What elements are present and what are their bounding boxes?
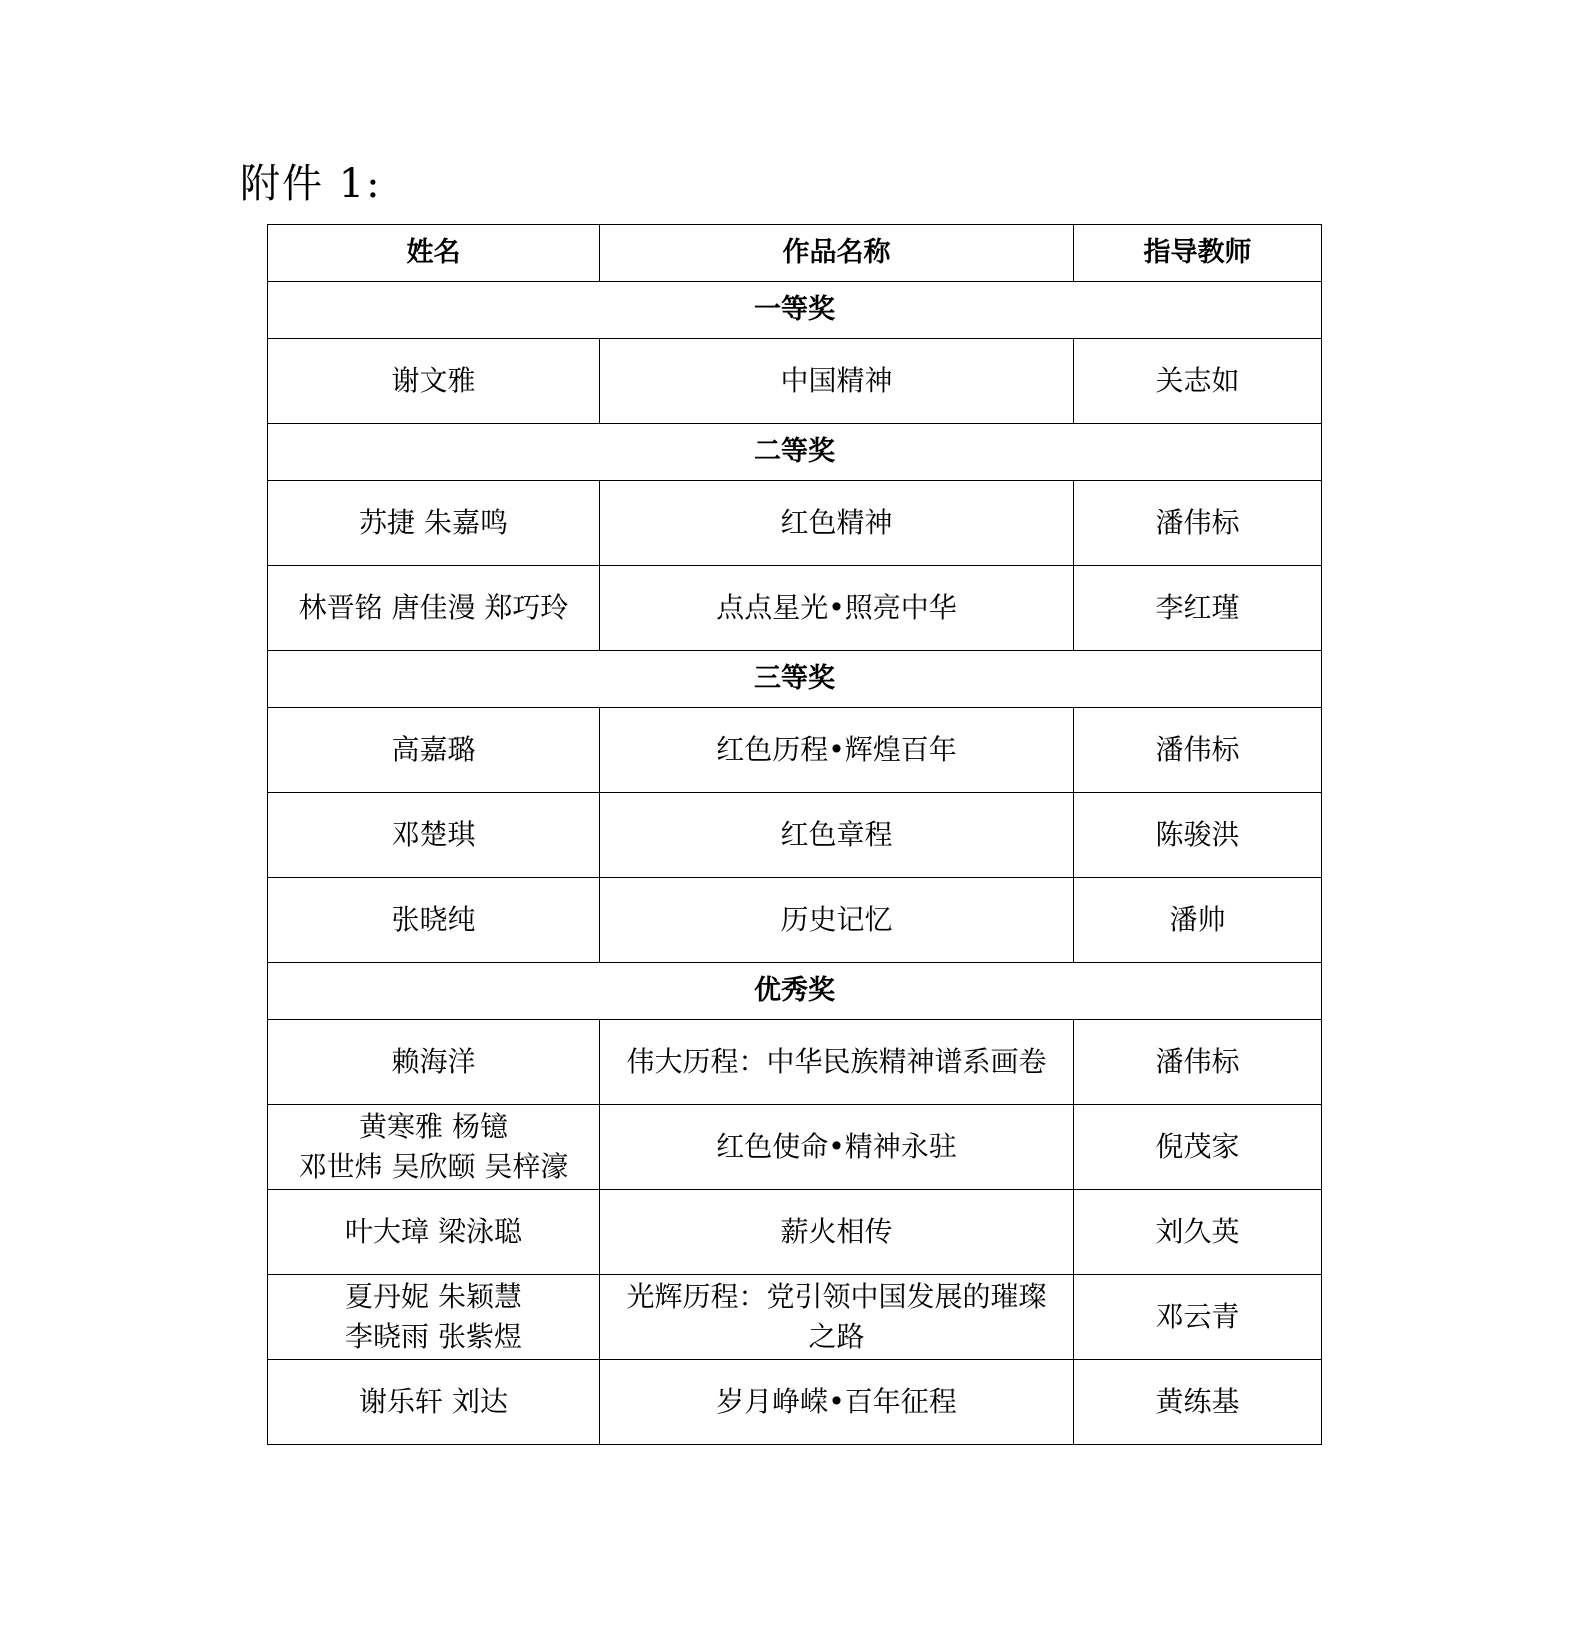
table-row [268, 566, 1322, 651]
cell-names: 邓楚琪 [268, 793, 600, 878]
cell-work: 红色章程 [600, 793, 1074, 878]
cell-work: 中国精神 [600, 339, 1074, 424]
section-title: 优秀奖 [268, 963, 1322, 1020]
section-row-third-prize [268, 651, 1322, 708]
cell-teacher: 潘伟标 [1074, 708, 1322, 793]
cell-names: 张晓纯 [268, 878, 600, 963]
header-work: 作品名称 [600, 225, 1074, 282]
cell-names: 叶大璋 梁泳聪 [268, 1190, 600, 1275]
cell-names: 苏捷 朱嘉鸣 [268, 481, 600, 566]
section-title: 三等奖 [268, 651, 1322, 708]
header-name: 姓名 [268, 225, 600, 282]
table-row [268, 1020, 1322, 1105]
cell-teacher: 倪茂家 [1074, 1105, 1322, 1190]
table-row [268, 878, 1322, 963]
section-row-excellence-prize [268, 963, 1322, 1020]
cell-work: 点点星光•照亮中华 [600, 566, 1074, 651]
cell-teacher: 潘帅 [1074, 878, 1322, 963]
table-row [268, 1360, 1322, 1445]
cell-work: 红色使命•精神永驻 [600, 1105, 1074, 1190]
cell-teacher: 陈骏洪 [1074, 793, 1322, 878]
section-title: 一等奖 [268, 282, 1322, 339]
cell-names: 赖海洋 [268, 1020, 600, 1105]
section-row-first-prize [268, 282, 1322, 339]
section-title: 二等奖 [268, 424, 1322, 481]
table-row [268, 1190, 1322, 1275]
cell-teacher: 刘久英 [1074, 1190, 1322, 1275]
table-row [268, 339, 1322, 424]
cell-names: 高嘉璐 [268, 708, 600, 793]
cell-teacher: 关志如 [1074, 339, 1322, 424]
awards-table [267, 224, 1322, 1445]
section-row-second-prize [268, 424, 1322, 481]
cell-work: 薪火相传 [600, 1190, 1074, 1275]
cell-names: 黄寒雅 杨镱 邓世炜 吴欣颐 吴梓濠 [268, 1105, 600, 1190]
cell-teacher: 黄练基 [1074, 1360, 1322, 1445]
cell-work: 红色历程•辉煌百年 [600, 708, 1074, 793]
table-row [268, 1275, 1322, 1360]
attachment-heading: 附件 1: [240, 161, 382, 207]
cell-teacher: 李红瑾 [1074, 566, 1322, 651]
cell-work: 光辉历程：党引领中国发展的璀璨 之路 [600, 1275, 1074, 1360]
cell-names: 林晋铭 唐佳漫 郑巧玲 [268, 566, 600, 651]
cell-names: 谢乐轩 刘达 [268, 1360, 600, 1445]
cell-teacher: 潘伟标 [1074, 1020, 1322, 1105]
cell-teacher: 邓云青 [1074, 1275, 1322, 1360]
cell-names: 谢文雅 [268, 339, 600, 424]
cell-work: 红色精神 [600, 481, 1074, 566]
cell-names: 夏丹妮 朱颖慧 李晓雨 张紫煜 [268, 1275, 600, 1360]
table-row [268, 1105, 1322, 1190]
table-row [268, 793, 1322, 878]
table-row [268, 708, 1322, 793]
table-row [268, 481, 1322, 566]
header-teacher: 指导教师 [1074, 225, 1322, 282]
cell-work: 岁月峥嵘•百年征程 [600, 1360, 1074, 1445]
cell-work: 历史记忆 [600, 878, 1074, 963]
cell-teacher: 潘伟标 [1074, 481, 1322, 566]
cell-work: 伟大历程：中华民族精神谱系画卷 [600, 1020, 1074, 1105]
table-header-row [268, 225, 1322, 282]
